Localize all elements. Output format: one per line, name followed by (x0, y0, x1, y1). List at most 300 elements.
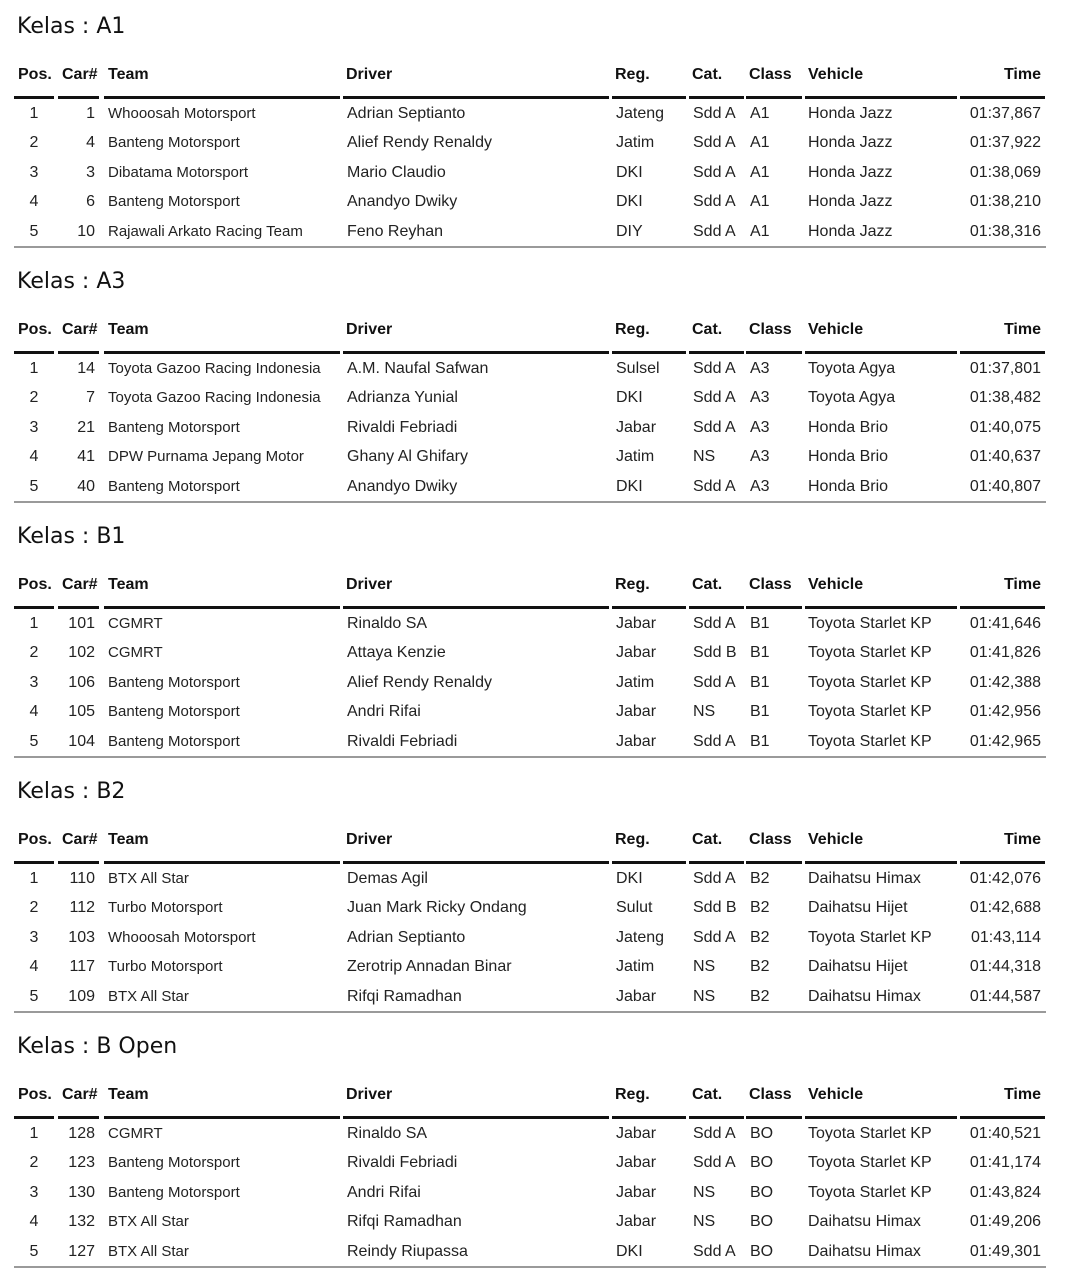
section-title: Kelas : A3 (17, 269, 126, 294)
driver-cell: Anandyo Dwiky (347, 477, 458, 495)
driver-cell: Rivaldi Febriadi (347, 732, 458, 750)
column-header-car: Car# (62, 831, 98, 848)
column-header-time: Time (1003, 66, 1041, 83)
team-cell: Banteng Motorsport (108, 1183, 240, 1201)
class-cell: B1 (750, 703, 770, 720)
pos-cell: 4 (29, 1213, 39, 1230)
column-header-car: Car# (62, 1086, 98, 1103)
column-header-team: Team (108, 576, 149, 593)
table-row (0, 668, 1074, 698)
time-cell: 01:37,922 (969, 134, 1041, 151)
team-cell: BTX All Star (108, 869, 189, 887)
table-row (0, 99, 1074, 129)
region-cell: Jabar (616, 614, 657, 632)
driver-cell: Demas Agil (347, 869, 428, 887)
table-row (0, 727, 1074, 757)
region-cell: DKI (616, 477, 643, 495)
column-header-driver: Driver (346, 66, 393, 83)
region-cell: Jabar (616, 1154, 657, 1171)
column-header-car: Car# (62, 66, 98, 83)
car-number-cell: 109 (68, 987, 95, 1005)
column-header-class: Class (749, 1086, 792, 1103)
class-cell: A1 (750, 163, 770, 181)
column-header-vehicle: Vehicle (808, 831, 864, 848)
column-header-vehicle: Vehicle (808, 321, 864, 338)
vehicle-cell: Toyota Starlet KP (808, 1183, 932, 1201)
time-cell: 01:44,587 (969, 987, 1041, 1005)
table-row (0, 217, 1074, 247)
column-header-class: Class (749, 321, 792, 338)
time-cell: 01:37,867 (969, 104, 1041, 122)
pos-cell: 5 (29, 222, 39, 240)
table-row (0, 442, 1074, 472)
table-row (0, 864, 1074, 894)
pos-cell: 3 (29, 418, 39, 436)
time-cell: 01:42,688 (969, 899, 1041, 916)
table-row (0, 187, 1074, 217)
time-cell: 01:37,801 (969, 359, 1041, 377)
class-cell: B1 (750, 673, 770, 691)
pos-cell: 4 (29, 703, 39, 720)
class-cell: B1 (750, 644, 770, 661)
car-number-cell: 104 (68, 732, 95, 750)
class-cell: A1 (750, 222, 770, 240)
table-row (0, 128, 1074, 158)
table-bottom-rule (14, 756, 1046, 758)
column-header-cat: Cat. (692, 1086, 723, 1103)
table-row (0, 893, 1074, 923)
pos-cell: 1 (29, 869, 39, 887)
column-header-vehicle: Vehicle (808, 1086, 864, 1103)
column-header-pos: Pos. (18, 66, 52, 83)
table-row (0, 1119, 1074, 1149)
team-cell: Banteng Motorsport (108, 703, 240, 720)
driver-cell: A.M. Naufal Safwan (347, 359, 489, 377)
category-cell: NS (693, 1183, 716, 1201)
car-number-cell: 41 (77, 448, 95, 465)
column-header-time: Time (1003, 831, 1041, 848)
time-cell: 01:41,174 (969, 1154, 1041, 1171)
team-cell: CGMRT (108, 1124, 163, 1142)
vehicle-cell: Toyota Starlet KP (808, 928, 932, 946)
vehicle-cell: Honda Jazz (808, 134, 893, 151)
class-cell: A3 (750, 389, 770, 406)
table-row (0, 982, 1074, 1012)
table-row (0, 1178, 1074, 1208)
time-cell: 01:40,807 (969, 477, 1041, 495)
driver-cell: Rinaldo SA (347, 1124, 428, 1142)
column-header-driver: Driver (346, 831, 393, 848)
column-header-cat: Cat. (692, 321, 723, 338)
time-cell: 01:49,206 (969, 1213, 1041, 1230)
region-cell: DIY (616, 222, 643, 240)
region-cell: DKI (616, 163, 643, 181)
table-row (0, 1207, 1074, 1237)
table-row (0, 354, 1074, 384)
pos-cell: 4 (29, 448, 39, 465)
table-bottom-rule (14, 246, 1046, 248)
team-cell: Whooosah Motorsport (108, 928, 256, 946)
car-number-cell: 128 (68, 1124, 95, 1142)
region-cell: Jabar (616, 987, 657, 1005)
driver-cell: Andri Rifai (347, 703, 421, 720)
column-header-class: Class (749, 576, 792, 593)
time-cell: 01:49,301 (969, 1242, 1041, 1260)
vehicle-cell: Honda Brio (808, 448, 889, 465)
time-cell: 01:40,075 (969, 418, 1041, 436)
class-cell: A3 (750, 359, 770, 377)
class-cell: B1 (750, 614, 770, 632)
vehicle-cell: Honda Jazz (808, 193, 893, 210)
vehicle-cell: Honda Brio (808, 477, 889, 495)
column-header-reg: Reg. (615, 576, 650, 593)
driver-cell: Rivaldi Febriadi (347, 1154, 458, 1171)
category-cell: Sdd B (693, 644, 737, 661)
table-bottom-rule (14, 1266, 1046, 1268)
driver-cell: Adrian Septianto (347, 104, 466, 122)
driver-cell: Juan Mark Ricky Ondang (347, 899, 527, 916)
category-cell: Sdd A (693, 1124, 736, 1142)
team-cell: BTX All Star (108, 1213, 189, 1230)
car-number-cell: 132 (68, 1213, 95, 1230)
vehicle-cell: Toyota Starlet KP (808, 703, 932, 720)
car-number-cell: 127 (68, 1242, 95, 1260)
car-number-cell: 110 (69, 869, 95, 887)
pos-cell: 1 (29, 614, 39, 632)
driver-cell: Anandyo Dwiky (347, 193, 458, 210)
class-cell: BO (750, 1242, 774, 1260)
class-cell: BO (750, 1124, 774, 1142)
column-header-car: Car# (62, 576, 98, 593)
driver-cell: Andri Rifai (347, 1183, 421, 1201)
driver-cell: Adrianza Yunial (347, 389, 458, 406)
column-header-driver: Driver (346, 576, 393, 593)
vehicle-cell: Toyota Agya (808, 359, 896, 377)
region-cell: Jateng (616, 928, 665, 946)
time-cell: 01:44,318 (969, 958, 1041, 975)
pos-cell: 3 (29, 673, 39, 691)
category-cell: Sdd A (693, 389, 736, 406)
column-header-team: Team (108, 321, 149, 338)
vehicle-cell: Daihatsu Himax (808, 987, 921, 1005)
category-cell: Sdd A (693, 928, 736, 946)
class-cell: BO (750, 1213, 774, 1230)
vehicle-cell: Honda Brio (808, 418, 889, 436)
team-cell: Toyota Gazoo Racing Indonesia (108, 389, 321, 406)
section-title: Kelas : B2 (17, 779, 126, 804)
vehicle-cell: Toyota Starlet KP (808, 614, 932, 632)
class-cell: A3 (750, 477, 770, 495)
team-cell: Banteng Motorsport (108, 673, 240, 691)
category-cell: Sdd A (693, 673, 736, 691)
team-cell: Banteng Motorsport (108, 193, 240, 210)
class-cell: BO (750, 1154, 774, 1171)
team-cell: Whooosah Motorsport (108, 104, 256, 122)
car-number-cell: 112 (69, 899, 95, 916)
driver-cell: Feno Reyhan (347, 222, 444, 240)
class-cell: A1 (750, 193, 770, 210)
table-row (0, 923, 1074, 953)
region-cell: DKI (616, 1242, 643, 1260)
region-cell: Sulut (616, 899, 653, 916)
team-cell: Rajawali Arkato Racing Team (108, 222, 303, 240)
column-header-cat: Cat. (692, 576, 723, 593)
driver-cell: Reindy Riupassa (347, 1242, 468, 1260)
time-cell: 01:41,646 (969, 614, 1041, 632)
time-cell: 01:42,388 (969, 673, 1041, 691)
column-header-time: Time (1003, 1086, 1041, 1103)
column-header-reg: Reg. (615, 831, 650, 848)
team-cell: Banteng Motorsport (108, 1154, 240, 1171)
column-header-cat: Cat. (692, 66, 723, 83)
category-cell: Sdd A (693, 222, 736, 240)
vehicle-cell: Toyota Starlet KP (808, 732, 932, 750)
class-cell: B2 (750, 869, 770, 887)
table-row (0, 952, 1074, 982)
column-header-pos: Pos. (18, 321, 52, 338)
pos-cell: 3 (29, 1183, 39, 1201)
class-cell: B2 (750, 958, 770, 975)
category-cell: NS (693, 1213, 716, 1230)
region-cell: Jabar (616, 732, 657, 750)
time-cell: 01:38,316 (969, 222, 1041, 240)
team-cell: BTX All Star (108, 987, 189, 1005)
column-header-reg: Reg. (615, 66, 650, 83)
time-cell: 01:38,482 (969, 389, 1041, 406)
car-number-cell: 101 (68, 614, 95, 632)
column-header-time: Time (1003, 321, 1041, 338)
vehicle-cell: Daihatsu Hijet (808, 958, 908, 975)
column-header-driver: Driver (346, 1086, 393, 1103)
category-cell: Sdd B (693, 899, 737, 916)
region-cell: Jatim (616, 958, 655, 975)
table-row (0, 413, 1074, 443)
pos-cell: 3 (29, 928, 39, 946)
column-header-car: Car# (62, 321, 98, 338)
team-cell: Banteng Motorsport (108, 418, 240, 436)
pos-cell: 5 (29, 1242, 39, 1260)
driver-cell: Adrian Septianto (347, 928, 466, 946)
region-cell: DKI (616, 193, 643, 210)
section-title: Kelas : A1 (17, 14, 126, 39)
category-cell: Sdd A (693, 732, 736, 750)
time-cell: 01:38,210 (969, 193, 1041, 210)
team-cell: Dibatama Motorsport (108, 163, 249, 181)
team-cell: Banteng Motorsport (108, 477, 240, 495)
column-header-team: Team (108, 66, 149, 83)
pos-cell: 1 (29, 359, 39, 377)
car-number-cell: 105 (68, 703, 95, 720)
category-cell: Sdd A (693, 614, 736, 632)
table-bottom-rule (14, 501, 1046, 503)
driver-cell: Alief Rendy Renaldy (347, 673, 492, 691)
driver-cell: Rifqi Ramadhan (347, 987, 462, 1005)
car-number-cell: 106 (68, 673, 95, 691)
category-cell: Sdd A (693, 1154, 736, 1171)
time-cell: 01:42,076 (969, 869, 1041, 887)
team-cell: Banteng Motorsport (108, 134, 240, 151)
pos-cell: 2 (29, 389, 39, 406)
category-cell: Sdd A (693, 477, 736, 495)
vehicle-cell: Toyota Agya (808, 389, 896, 406)
class-cell: A1 (750, 134, 770, 151)
car-number-cell: 6 (86, 193, 95, 210)
pos-cell: 2 (29, 1154, 39, 1171)
vehicle-cell: Daihatsu Himax (808, 869, 921, 887)
vehicle-cell: Daihatsu Hijet (808, 899, 908, 916)
class-cell: A3 (750, 448, 770, 465)
car-number-cell: 4 (86, 134, 95, 151)
region-cell: DKI (616, 869, 643, 887)
vehicle-cell: Toyota Starlet KP (808, 673, 932, 691)
team-cell: DPW Purnama Jepang Motor (108, 448, 304, 465)
driver-cell: Attaya Kenzie (347, 644, 446, 661)
pos-cell: 5 (29, 732, 39, 750)
table-row (0, 383, 1074, 413)
car-number-cell: 1 (86, 104, 95, 122)
class-cell: B2 (750, 899, 770, 916)
time-cell: 01:41,826 (969, 644, 1041, 661)
time-cell: 01:43,114 (971, 928, 1041, 946)
category-cell: Sdd A (693, 104, 736, 122)
pos-cell: 5 (29, 477, 39, 495)
class-cell: BO (750, 1183, 774, 1201)
car-number-cell: 10 (77, 222, 95, 240)
pos-cell: 2 (29, 134, 39, 151)
car-number-cell: 102 (68, 644, 95, 661)
column-header-driver: Driver (346, 321, 393, 338)
region-cell: Jabar (616, 1183, 657, 1201)
class-cell: A3 (750, 418, 770, 436)
category-cell: NS (693, 987, 716, 1005)
column-header-pos: Pos. (18, 831, 52, 848)
table-row (0, 1237, 1074, 1267)
vehicle-cell: Toyota Starlet KP (808, 1124, 932, 1142)
category-cell: Sdd A (693, 418, 736, 436)
column-header-class: Class (749, 66, 792, 83)
column-header-cat: Cat. (692, 831, 723, 848)
vehicle-cell: Toyota Starlet KP (808, 1154, 932, 1171)
time-cell: 01:38,069 (969, 163, 1041, 181)
car-number-cell: 130 (68, 1183, 95, 1201)
vehicle-cell: Honda Jazz (808, 104, 893, 122)
time-cell: 01:42,956 (969, 703, 1041, 720)
category-cell: Sdd A (693, 359, 736, 377)
table-row (0, 472, 1074, 502)
driver-cell: Rinaldo SA (347, 614, 428, 632)
region-cell: Jatim (616, 673, 655, 691)
car-number-cell: 7 (86, 389, 95, 406)
section-title: Kelas : B Open (17, 1034, 178, 1059)
column-header-team: Team (108, 831, 149, 848)
column-header-class: Class (749, 831, 792, 848)
category-cell: NS (693, 958, 716, 975)
car-number-cell: 117 (69, 958, 95, 975)
region-cell: Jabar (616, 644, 657, 661)
column-header-time: Time (1003, 576, 1041, 593)
vehicle-cell: Toyota Starlet KP (808, 644, 932, 661)
column-header-vehicle: Vehicle (808, 576, 864, 593)
car-number-cell: 3 (86, 163, 95, 181)
team-cell: CGMRT (108, 644, 163, 661)
table-row (0, 158, 1074, 188)
team-cell: Banteng Motorsport (108, 732, 240, 750)
table-bottom-rule (14, 1011, 1046, 1013)
vehicle-cell: Daihatsu Himax (808, 1213, 921, 1230)
table-row (0, 638, 1074, 668)
category-cell: Sdd A (693, 193, 736, 210)
driver-cell: Rifqi Ramadhan (347, 1213, 462, 1230)
vehicle-cell: Honda Jazz (808, 163, 893, 181)
pos-cell: 5 (29, 987, 39, 1005)
team-cell: Turbo Motorsport (108, 899, 223, 916)
category-cell: Sdd A (693, 134, 736, 151)
category-cell: Sdd A (693, 869, 736, 887)
table-row (0, 609, 1074, 639)
driver-cell: Ghany Al Ghifary (347, 448, 468, 465)
team-cell: CGMRT (108, 614, 163, 632)
time-cell: 01:40,521 (969, 1124, 1041, 1142)
column-header-pos: Pos. (18, 576, 52, 593)
class-cell: B1 (750, 732, 770, 750)
car-number-cell: 123 (68, 1154, 95, 1171)
region-cell: Jatim (616, 448, 655, 465)
pos-cell: 2 (29, 899, 39, 916)
pos-cell: 1 (29, 1124, 39, 1142)
pos-cell: 4 (29, 958, 39, 975)
table-row (0, 697, 1074, 727)
driver-cell: Rivaldi Febriadi (347, 418, 458, 436)
table-row (0, 1148, 1074, 1178)
team-cell: Toyota Gazoo Racing Indonesia (108, 359, 321, 377)
column-header-pos: Pos. (18, 1086, 52, 1103)
region-cell: DKI (616, 389, 643, 406)
category-cell: NS (693, 448, 716, 465)
team-cell: Turbo Motorsport (108, 958, 223, 975)
column-header-reg: Reg. (615, 321, 650, 338)
column-header-vehicle: Vehicle (808, 66, 864, 83)
car-number-cell: 103 (68, 928, 95, 946)
class-cell: B2 (750, 987, 770, 1005)
region-cell: Jateng (616, 104, 665, 122)
car-number-cell: 21 (77, 418, 95, 436)
region-cell: Jatim (616, 134, 655, 151)
time-cell: 01:40,637 (969, 448, 1041, 465)
car-number-cell: 40 (77, 477, 95, 495)
category-cell: Sdd A (693, 163, 736, 181)
region-cell: Jabar (616, 1124, 657, 1142)
category-cell: Sdd A (693, 1242, 736, 1260)
category-cell: NS (693, 703, 716, 720)
section-title: Kelas : B1 (17, 524, 126, 549)
class-cell: A1 (750, 104, 770, 122)
driver-cell: Alief Rendy Renaldy (347, 134, 492, 151)
region-cell: Jabar (616, 1213, 657, 1230)
pos-cell: 2 (29, 644, 39, 661)
pos-cell: 4 (29, 193, 39, 210)
column-header-reg: Reg. (615, 1086, 650, 1103)
car-number-cell: 14 (77, 359, 95, 377)
region-cell: Jabar (616, 418, 657, 436)
class-cell: B2 (750, 928, 770, 946)
pos-cell: 1 (29, 104, 39, 122)
time-cell: 01:43,824 (969, 1183, 1041, 1201)
time-cell: 01:42,965 (969, 732, 1041, 750)
vehicle-cell: Honda Jazz (808, 222, 893, 240)
team-cell: BTX All Star (108, 1242, 189, 1260)
pos-cell: 3 (29, 163, 39, 181)
region-cell: Jabar (616, 703, 657, 720)
